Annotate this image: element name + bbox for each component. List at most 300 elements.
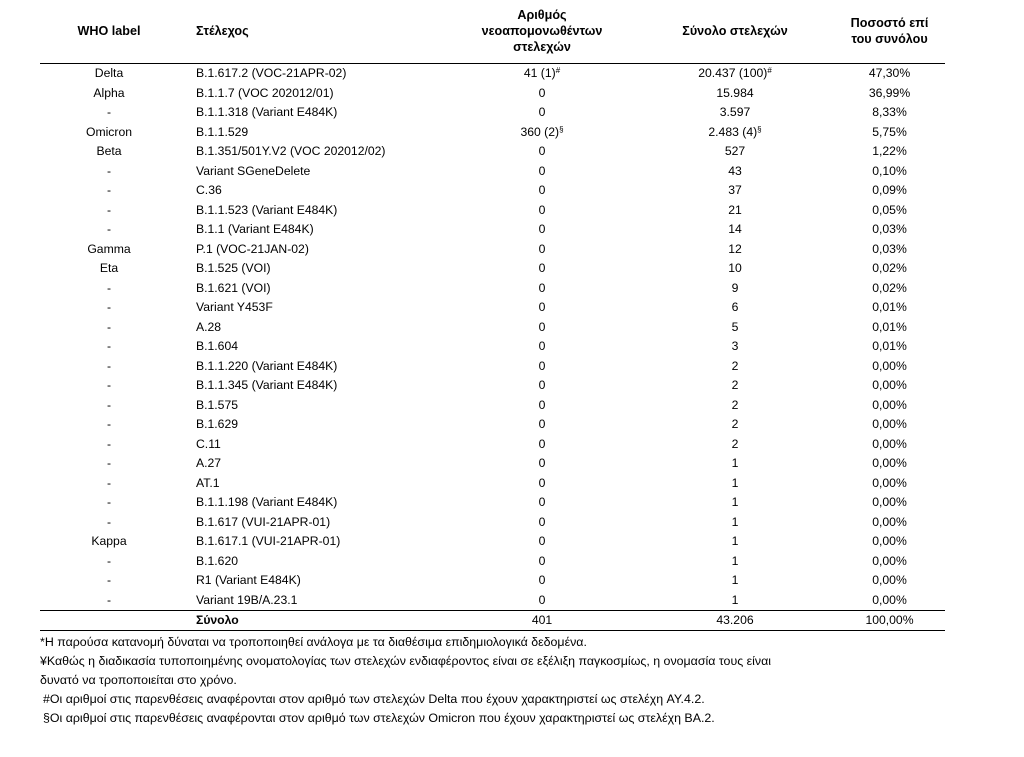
cell-percent-text: 0,00% (872, 573, 907, 587)
cell-new-isolated-text: 0 (538, 553, 546, 568)
cell-who-label (40, 591, 178, 611)
cell-percent (834, 103, 945, 123)
cell-who-label-text: - (106, 514, 112, 529)
cell-total-text: 21 (728, 202, 742, 217)
cell-percent-text: 0,10% (872, 163, 907, 178)
cell-new-isolated-text: 0 (538, 105, 546, 119)
cell-percent-text: 1,22% (872, 144, 907, 158)
table-row (40, 396, 945, 416)
total-row (40, 611, 945, 631)
cell-who-label-text: Delta (94, 66, 124, 80)
cell-new-isolated (448, 279, 636, 299)
cell-percent (834, 279, 945, 299)
cell-who-label (40, 162, 178, 182)
cell-percent-text: 0,01% (872, 319, 907, 334)
cell-total-text: 9 (731, 280, 739, 295)
cell-who-label (40, 571, 178, 591)
cell-who-label (40, 298, 178, 318)
cell-total-text: 1 (731, 592, 739, 607)
cell-strain-text: B.1.617 (VUI-21APR-01) (196, 514, 331, 529)
table-row (40, 532, 945, 552)
table-row (40, 337, 945, 357)
cell-new-isolated-text: 0 (538, 261, 546, 275)
cell-total (636, 201, 834, 221)
cell-total-text: 20.437 (100) (698, 66, 768, 80)
cell-who-label-text: - (106, 339, 112, 353)
cell-total-text: 12 (728, 241, 742, 256)
cell-new-isolated-text: 0 (538, 378, 546, 392)
cell-who-label-text: - (106, 358, 112, 373)
cell-strain-text: B.1.1.529 (196, 124, 249, 139)
cell-new-isolated (448, 162, 636, 182)
cell-who-label-text: - (106, 475, 112, 490)
table-row (40, 142, 945, 162)
cell-new-isolated (448, 103, 636, 123)
cell-new-isolated (448, 318, 636, 338)
cell-percent-text: 5,75% (872, 124, 907, 139)
cell-strain-text: A.27 (196, 456, 222, 470)
cell-strain (178, 298, 448, 318)
cell-total (636, 142, 834, 162)
cell-strain-text: B.1.1 (Variant E484K) (196, 222, 314, 236)
cell-who-label (40, 64, 178, 84)
cell-total-text: 37 (728, 183, 742, 197)
table-row (40, 318, 945, 338)
cell-strain (178, 162, 448, 182)
table-row (40, 454, 945, 474)
cell-percent-text: 0,01% (872, 339, 907, 353)
cell-percent (834, 571, 945, 591)
cell-new-isolated (448, 181, 636, 201)
cell-percent-text: 0,05% (872, 202, 907, 217)
cell-strain-text: B.1.629 (196, 417, 239, 431)
cell-percent (834, 415, 945, 435)
cell-percent-text: 0,00% (872, 475, 907, 490)
cell-new-isolated-footnote-mark: # (555, 66, 561, 75)
cell-who-label-text: - (106, 319, 112, 334)
header-percent-line-2: του συνόλου (851, 32, 928, 46)
cell-new-isolated-text: 0 (538, 475, 546, 490)
cell-strain-text: B.1.1.523 (Variant E484K) (196, 202, 338, 217)
cell-percent-text: 0,00% (872, 358, 907, 373)
header-new-isolated-line-3: στελεχών (513, 40, 571, 54)
cell-new-isolated-text: 0 (538, 222, 546, 236)
cell-percent (834, 142, 945, 162)
footnote-3: #Οι αριθμοί στις παρενθέσεις αναφέρονται στον αριθμό των στελεχών Delta που έχουν χαρακτηριστεί ως στελέχη AY.4.2. (43, 692, 705, 706)
cell-new-isolated-text: 0 (538, 144, 546, 158)
cell-strain-text: B.1.621 (VOI) (196, 280, 271, 295)
cell-new-isolated (448, 220, 636, 240)
cell-total-text: 15.984 (716, 85, 754, 100)
cell-percent-text: 0,00% (872, 592, 907, 607)
cell-percent-text: 0,02% (872, 261, 907, 275)
cell-total (636, 493, 834, 513)
cell-strain-text: B.1.575 (196, 397, 239, 412)
cell-total-text: 2.483 (4) (708, 124, 758, 139)
cell-percent-text: 47,30% (868, 66, 911, 80)
table-row (40, 181, 945, 201)
cell-new-isolated-text: 41 (1) (523, 66, 556, 80)
cell-total (636, 474, 834, 494)
cell-who-label (40, 435, 178, 455)
cell-new-isolated (448, 493, 636, 513)
cell-new-isolated-text: 0 (538, 339, 546, 353)
cell-total-text: 43 (728, 163, 742, 178)
cell-new-isolated (448, 474, 636, 494)
cell-new-isolated-footnote-mark: § (559, 124, 564, 134)
cell-strain (178, 591, 448, 611)
cell-who-label-text: - (106, 202, 112, 217)
cell-percent (834, 240, 945, 260)
cell-percent (834, 220, 945, 240)
cell-total (636, 279, 834, 299)
cell-total (636, 396, 834, 416)
cell-who-label-text: Omicron (85, 124, 133, 139)
cell-new-isolated-text: 0 (538, 202, 546, 217)
document-page (40, 0, 945, 728)
cell-percent (834, 259, 945, 279)
cell-total (636, 513, 834, 533)
cell-new-isolated-text: 0 (538, 319, 546, 334)
cell-percent (834, 337, 945, 357)
table-row (40, 591, 945, 611)
cell-strain (178, 513, 448, 533)
cell-strain-text: Variant 19B/A.23.1 (196, 592, 298, 607)
cell-total (636, 454, 834, 474)
cell-total-text: 2 (731, 378, 739, 392)
cell-strain-text: Variant SGeneDelete (196, 163, 311, 178)
cell-who-label (40, 532, 178, 552)
cell-percent (834, 552, 945, 572)
cell-who-label-text: - (106, 456, 112, 470)
cell-who-label-text: - (106, 553, 112, 568)
cell-new-isolated (448, 64, 636, 84)
cell-new-isolated-text: 0 (538, 573, 546, 587)
table-row (40, 298, 945, 318)
cell-total-text: 3.597 (719, 105, 751, 119)
cell-new-isolated (448, 259, 636, 279)
cell-strain (178, 181, 448, 201)
cell-strain-text: R1 (Variant E484K) (196, 573, 301, 587)
cell-new-isolated (448, 513, 636, 533)
cell-percent-text: 0,09% (872, 183, 907, 197)
header-new-isolated-line-1: Αριθμός (517, 8, 567, 22)
cell-total (636, 84, 834, 104)
table-row (40, 435, 945, 455)
cell-new-isolated (448, 142, 636, 162)
cell-strain-text: C.36 (196, 183, 222, 197)
cell-percent-text: 0,00% (872, 397, 907, 412)
cell-percent-text: 0,03% (872, 222, 907, 236)
cell-total-text: 6 (731, 300, 739, 314)
cell-total-text: 3 (731, 339, 739, 353)
cell-new-isolated-text: 0 (538, 163, 546, 178)
cell-new-isolated-text: 0 (538, 358, 546, 373)
table-row (40, 162, 945, 182)
cell-new-isolated-text: 0 (538, 300, 546, 314)
cell-new-isolated (448, 240, 636, 260)
cell-new-isolated (448, 415, 636, 435)
footnote-1: *Η παρούσα κατανομή δύναται να τροποποιηθεί ανάλογα με τα διαθέσιμα επιδημιολογικά δεδομένα. (40, 635, 587, 649)
cell-percent (834, 298, 945, 318)
cell-percent (834, 84, 945, 104)
cell-percent (834, 357, 945, 377)
cell-who-label-text: - (106, 105, 112, 119)
cell-total-text: 2 (731, 358, 739, 373)
cell-who-label-text: - (106, 592, 112, 607)
total-row-total: 43.206 (716, 613, 754, 627)
cell-percent (834, 64, 945, 84)
cell-strain-text: B.1.351/501Y.V2 (VOC 202012/02) (196, 144, 386, 158)
cell-total (636, 357, 834, 377)
table-row (40, 513, 945, 533)
cell-new-isolated-text: 0 (538, 241, 546, 256)
cell-percent (834, 493, 945, 513)
cell-percent-text: 0,00% (872, 456, 907, 470)
cell-strain-text: B.1.1.7 (VOC 202012/01) (196, 85, 334, 100)
cell-who-label (40, 357, 178, 377)
cell-strain-text: B.1.1.318 (Variant E484K) (196, 105, 338, 119)
cell-who-label (40, 103, 178, 123)
cell-percent-text: 0,03% (872, 241, 907, 256)
cell-who-label (40, 84, 178, 104)
cell-who-label-text: - (106, 436, 112, 451)
cell-who-label (40, 513, 178, 533)
cell-percent (834, 318, 945, 338)
cell-strain (178, 142, 448, 162)
cell-strain (178, 376, 448, 396)
cell-total-text: 1 (731, 456, 739, 470)
cell-who-label (40, 396, 178, 416)
cell-strain (178, 474, 448, 494)
table-row (40, 64, 945, 84)
cell-percent-text: 0,00% (872, 436, 907, 451)
cell-who-label-text: - (106, 378, 112, 392)
cell-total (636, 552, 834, 572)
header-percent-line-1: Ποσοστό επί (850, 16, 929, 30)
table-row (40, 279, 945, 299)
cell-who-label-text: - (106, 573, 112, 587)
cell-total (636, 298, 834, 318)
total-row-label: Σύνολο (196, 613, 239, 627)
cell-strain (178, 532, 448, 552)
table-row (40, 103, 945, 123)
cell-strain (178, 493, 448, 513)
table-row (40, 415, 945, 435)
cell-percent (834, 396, 945, 416)
cell-total (636, 162, 834, 182)
cell-new-isolated (448, 357, 636, 377)
cell-total (636, 532, 834, 552)
cell-strain (178, 240, 448, 260)
cell-total (636, 64, 834, 84)
cell-strain-text: AT.1 (196, 475, 220, 490)
cell-total-text: 1 (731, 553, 739, 568)
cell-strain-text: B.1.1.198 (Variant E484K) (196, 495, 338, 509)
cell-who-label-text: Alpha (93, 85, 125, 100)
total-row-new: 401 (531, 613, 553, 627)
cell-percent (834, 435, 945, 455)
cell-strain (178, 259, 448, 279)
cell-strain-text: B.1.620 (196, 553, 239, 568)
footnote-2-line-2: δυνατό να τροποποιείται στο χρόνο. (40, 673, 237, 687)
cell-new-isolated-text: 0 (538, 397, 546, 412)
table-row (40, 552, 945, 572)
cell-strain-text: B.1.1.345 (Variant E484K) (196, 378, 338, 392)
cell-who-label-text: Gamma (87, 241, 131, 256)
cell-total-text: 1 (731, 475, 739, 490)
cell-total (636, 415, 834, 435)
header-who-label: WHO label (77, 24, 141, 38)
cell-new-isolated (448, 84, 636, 104)
cell-strain-text: Variant Y453F (196, 300, 273, 314)
cell-strain-text: B.1.617.1 (VUI-21APR-01) (196, 534, 341, 548)
table-row (40, 493, 945, 513)
table-row (40, 259, 945, 279)
cell-new-isolated-text: 0 (538, 436, 546, 451)
cell-total (636, 259, 834, 279)
header-total-strains: Σύνολο στελεχών (682, 24, 788, 38)
cell-who-label (40, 240, 178, 260)
cell-new-isolated (448, 376, 636, 396)
total-row-who (40, 611, 178, 631)
table-footer (40, 611, 945, 631)
cell-total (636, 435, 834, 455)
cell-strain (178, 552, 448, 572)
cell-total-footnote-mark: # (767, 66, 772, 75)
cell-percent (834, 123, 945, 143)
cell-strain (178, 103, 448, 123)
cell-percent-text: 0,00% (872, 417, 907, 431)
cell-total-footnote-mark: § (757, 124, 762, 134)
table-row (40, 123, 945, 143)
cell-strain (178, 220, 448, 240)
cell-who-label (40, 201, 178, 221)
cell-percent-text: 0,00% (872, 553, 907, 568)
footnotes (40, 633, 945, 728)
cell-who-label-text: - (106, 222, 112, 236)
cell-who-label-text: - (106, 163, 112, 178)
variants-table (40, 0, 945, 631)
cell-new-isolated-text: 0 (538, 514, 546, 529)
cell-who-label (40, 279, 178, 299)
cell-who-label-text: Kappa (91, 534, 127, 548)
cell-total (636, 571, 834, 591)
cell-new-isolated (448, 435, 636, 455)
cell-strain (178, 318, 448, 338)
cell-strain (178, 123, 448, 143)
cell-new-isolated-text: 0 (538, 183, 546, 197)
cell-who-label-text: - (106, 417, 112, 431)
header-new-isolated-line-2: νεοαπομονωθέντων (481, 24, 603, 38)
cell-who-label (40, 474, 178, 494)
cell-strain (178, 435, 448, 455)
cell-total (636, 591, 834, 611)
cell-who-label (40, 454, 178, 474)
cell-new-isolated (448, 591, 636, 611)
cell-strain (178, 454, 448, 474)
cell-total (636, 337, 834, 357)
table-row (40, 571, 945, 591)
table-row (40, 357, 945, 377)
cell-total-text: 2 (731, 397, 739, 412)
cell-who-label (40, 123, 178, 143)
cell-total-text: 2 (731, 417, 739, 431)
header-strain: Στέλεχος (196, 24, 249, 38)
cell-total-text: 2 (731, 436, 739, 451)
cell-new-isolated (448, 298, 636, 318)
cell-percent-text: 0,00% (872, 495, 907, 509)
cell-who-label (40, 415, 178, 435)
total-row-percent: 100,00% (865, 613, 914, 627)
cell-percent-text: 0,00% (872, 534, 907, 548)
cell-percent-text: 8,33% (872, 105, 907, 119)
cell-percent-text: 36,99% (868, 85, 911, 100)
cell-percent (834, 454, 945, 474)
table-body (40, 64, 945, 611)
cell-who-label-text: - (106, 300, 112, 314)
cell-strain (178, 415, 448, 435)
cell-who-label (40, 318, 178, 338)
cell-total (636, 123, 834, 143)
header-percent (834, 0, 945, 64)
cell-percent (834, 474, 945, 494)
cell-percent (834, 532, 945, 552)
cell-strain (178, 337, 448, 357)
cell-percent (834, 376, 945, 396)
cell-strain-text: C.11 (196, 436, 221, 451)
cell-strain-text: B.1.604 (196, 339, 239, 353)
table-row (40, 240, 945, 260)
cell-percent (834, 181, 945, 201)
cell-strain-text: B.1.1.220 (Variant E484K) (196, 358, 338, 373)
cell-total (636, 376, 834, 396)
table-row (40, 376, 945, 396)
cell-new-isolated-text: 0 (538, 592, 546, 607)
cell-who-label-text: Eta (99, 261, 119, 275)
table-row (40, 474, 945, 494)
cell-total (636, 181, 834, 201)
cell-percent-text: 0,01% (872, 300, 907, 314)
cell-total (636, 318, 834, 338)
cell-who-label (40, 337, 178, 357)
cell-total-text: 10 (728, 261, 742, 275)
cell-total-text: 1 (731, 534, 739, 548)
cell-new-isolated (448, 396, 636, 416)
cell-who-label (40, 493, 178, 513)
cell-total-text: 1 (731, 495, 739, 509)
cell-percent (834, 201, 945, 221)
footnote-2-line-1: ¥Καθώς η διαδικασία τυποποιημένης ονοματολογίας των στελεχών ενδιαφέροντος είναι σε εξέλιξη παγκοσμίως, η ονομασία τους είναι (40, 654, 772, 668)
cell-percent (834, 162, 945, 182)
cell-total (636, 220, 834, 240)
table-row (40, 84, 945, 104)
cell-who-label-text: - (106, 280, 112, 295)
cell-strain (178, 357, 448, 377)
cell-total-text: 1 (731, 573, 739, 587)
cell-strain-text: A.28 (196, 319, 222, 334)
header-new-isolated (448, 0, 636, 64)
cell-who-label-text: - (106, 397, 112, 412)
cell-strain-text: B.1.617.2 (VOC-21APR-02) (196, 66, 347, 80)
footnote-4: §Οι αριθμοί στις παρενθέσεις αναφέρονται στον αριθμό των στελεχών Omicron που έχουν χαρακτηριστεί ως στελέχη BA.2. (43, 711, 715, 725)
cell-new-isolated (448, 532, 636, 552)
cell-who-label (40, 220, 178, 240)
cell-percent (834, 591, 945, 611)
cell-new-isolated-text: 0 (538, 534, 546, 548)
cell-who-label (40, 259, 178, 279)
cell-who-label-text: - (106, 183, 112, 197)
